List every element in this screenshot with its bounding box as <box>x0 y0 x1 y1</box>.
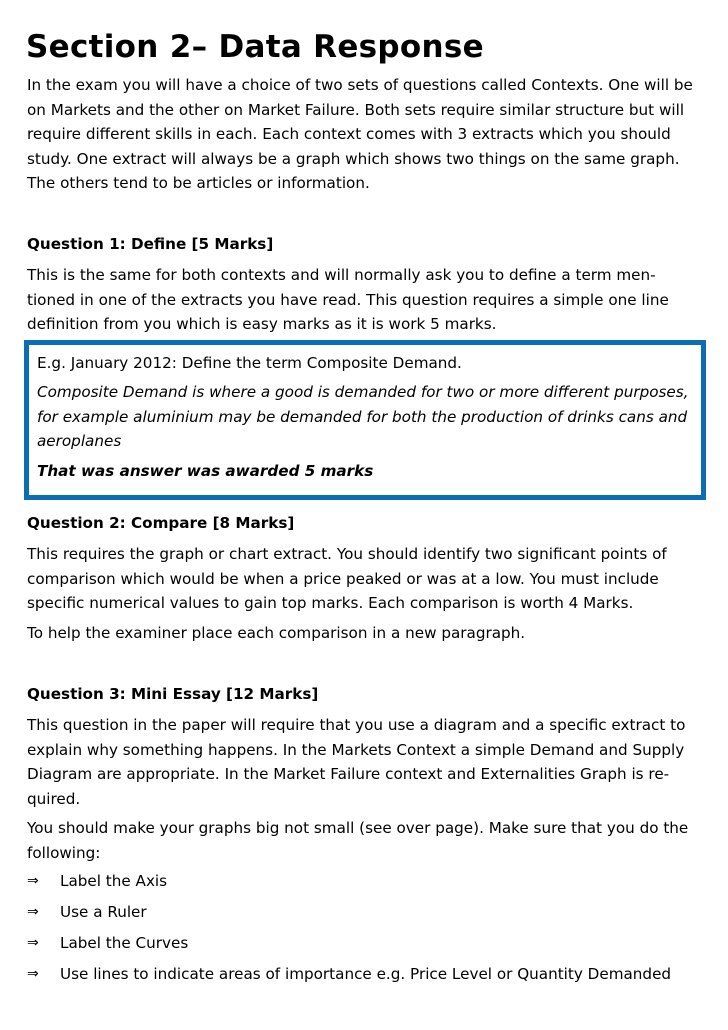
arrow-icon: ⇒ <box>27 935 39 951</box>
q3-heading: Question 3: Mini Essay [12 Marks] <box>27 685 319 703</box>
bullet-item <box>27 901 147 923</box>
example-prompt: E.g. January 2012: Define the term Composite Demand. <box>37 354 462 372</box>
bullet-item <box>27 963 671 985</box>
bullet-text: Use lines to indicate areas of importance e.g. Price Level or Quantity Demanded <box>60 965 672 983</box>
q2-tip: To help the examiner place each comparison in a new paragraph. <box>27 624 526 642</box>
q2-heading: Question 2: Compare [8 Marks] <box>27 514 295 532</box>
bullet-text: Label the Curves <box>60 934 189 952</box>
bullet-item <box>27 870 167 892</box>
example-answer: Composite Demand is where a good is demanded for two or more different purposes, for example aluminium may be demanded for both the production of drinks cans and aeroplanes <box>37 383 689 450</box>
arrow-icon: ⇒ <box>27 873 39 889</box>
intro-paragraph: In the exam you will have a choice of two sets of questions called Contexts. One will be on Markets and the other on Market Failure. Both sets require similar structure but will require different skills in each. Each context comes with 3 extracts which you should study. One extract will always be a graph which shows two things on the same graph. The others tend to be articles or information. <box>27 76 693 192</box>
q1-body: This is the same for both contexts and will normally ask you to define a term men-tioned in one of the extracts you have read. This question requires a simple one line definition from you which is easy marks as it is work 5 marks. <box>27 266 669 333</box>
q1-heading: Question 1: Define [5 Marks] <box>27 235 274 253</box>
page-title: Section 2– Data Response <box>26 29 484 65</box>
arrow-icon: ⇒ <box>27 966 39 982</box>
bullet-text: Use a Ruler <box>60 903 147 921</box>
example-box <box>24 340 706 500</box>
bullet-text: Label the Axis <box>60 872 168 890</box>
q3-body: This question in the paper will require that you use a diagram and a specific extract to explain why something happens. In the Markets Context a simple Demand and Supply Diagram are appropriate. In the Market Failure context and Externalities Graph is re-quired. <box>27 716 686 808</box>
example-note: That was answer was awarded 5 marks <box>37 462 374 480</box>
bullet-item <box>27 932 188 954</box>
q2-body: This requires the graph or chart extract. You should identify two significant points of comparison which would be when a price peaked or was at a low. You must include specific numerical values to gain top marks. Each comparison is worth 4 Marks. <box>27 545 667 612</box>
arrow-icon: ⇒ <box>27 904 39 920</box>
q3-advice: You should make your graphs big not small (see over page). Make sure that you do the following: <box>27 819 689 862</box>
